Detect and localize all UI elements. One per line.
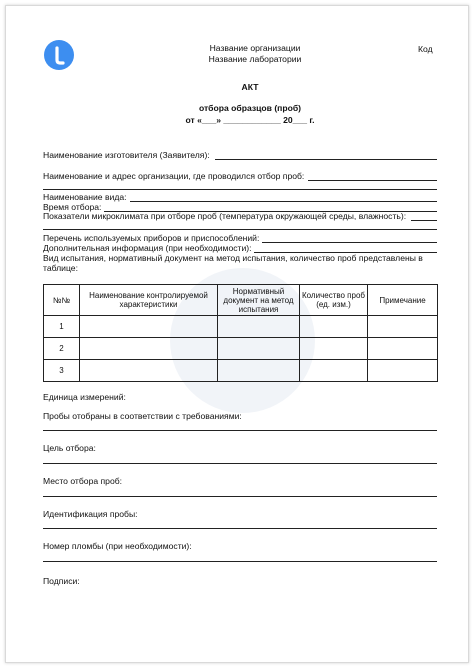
code-label: Код — [418, 44, 433, 54]
table-cell[interactable] — [80, 316, 218, 338]
product-name-line[interactable] — [130, 201, 437, 202]
table-cell[interactable] — [218, 360, 300, 382]
table-header-row — [44, 285, 438, 316]
table-cell[interactable] — [218, 338, 300, 360]
logo-icon — [44, 40, 74, 70]
seal-line[interactable] — [43, 561, 437, 562]
place-label: Место отбора проб: — [43, 476, 123, 486]
instruments-line[interactable] — [262, 242, 437, 243]
samples-taken-label: Пробы отобраны в соответствии с требованиями: — [43, 411, 242, 421]
col-note: Примечание — [368, 285, 438, 316]
manufacturer-line[interactable] — [215, 159, 437, 160]
test-type-label-2: таблице: — [43, 263, 78, 273]
purpose-label: Цель отбора: — [43, 443, 96, 453]
document-subtitle: отбора образцов (проб) — [198, 103, 302, 113]
address-line-2[interactable] — [43, 189, 437, 190]
place-line[interactable] — [43, 496, 437, 497]
lab-name: Название лаборатории — [208, 54, 302, 64]
purpose-line[interactable] — [43, 463, 437, 464]
row-number: 2 — [44, 338, 80, 360]
test-type-label-1: Вид испытания, нормативный документ на метод испытания, количество проб представлены в — [43, 253, 423, 263]
microclimate-line-2[interactable] — [43, 229, 437, 230]
table-cell[interactable] — [368, 316, 438, 338]
row-number: 1 — [44, 316, 80, 338]
address-line[interactable] — [308, 180, 437, 181]
additional-info-label: Дополнительная информация (при необходимости): — [43, 243, 252, 253]
table-cell[interactable] — [300, 360, 368, 382]
sampling-time-label: Время отбора: — [43, 202, 102, 212]
table-cell[interactable] — [368, 338, 438, 360]
org-name: Название организации — [209, 43, 301, 53]
col-normative-doc: Нормативный документ на метод испытания — [218, 285, 300, 316]
seal-label: Номер пломбы (при необходимости): — [43, 541, 192, 551]
identification-line[interactable] — [43, 528, 437, 529]
samples-taken-line[interactable] — [43, 430, 437, 431]
signatures-label: Подписи: — [43, 576, 80, 586]
row-number: 3 — [44, 360, 80, 382]
microclimate-line[interactable] — [411, 220, 437, 221]
identification-label: Идентификация пробы: — [43, 509, 138, 519]
table-row — [44, 316, 438, 338]
table-row — [44, 360, 438, 382]
unit-label: Единица измерений: — [43, 392, 126, 402]
product-name-label: Наименование вида: — [43, 192, 127, 202]
table-cell[interactable] — [218, 316, 300, 338]
address-label: Наименование и адрес организации, где проводился отбор проб: — [43, 171, 305, 181]
col-number: №№ — [44, 285, 80, 316]
instruments-label: Перечень используемых приборов и приспособлений: — [43, 233, 260, 243]
table-cell[interactable] — [368, 360, 438, 382]
date-line: от «___» ____________ 20___ г. — [185, 115, 315, 125]
table-cell[interactable] — [80, 338, 218, 360]
col-characteristic: Наименование контролируемой характеристики — [80, 285, 218, 316]
col-sample-count: Количество проб (ед. изм.) — [300, 285, 368, 316]
table-cell[interactable] — [80, 360, 218, 382]
manufacturer-label: Наименование изготовителя (Заявителя): — [43, 150, 210, 160]
samples-table — [43, 284, 438, 382]
table-row — [44, 338, 438, 360]
table-cell[interactable] — [300, 316, 368, 338]
table-cell[interactable] — [300, 338, 368, 360]
document-title: АКТ — [241, 82, 259, 92]
microclimate-label: Показатели микроклимата при отборе проб (температура окружающей среды, влажность): — [43, 211, 407, 221]
